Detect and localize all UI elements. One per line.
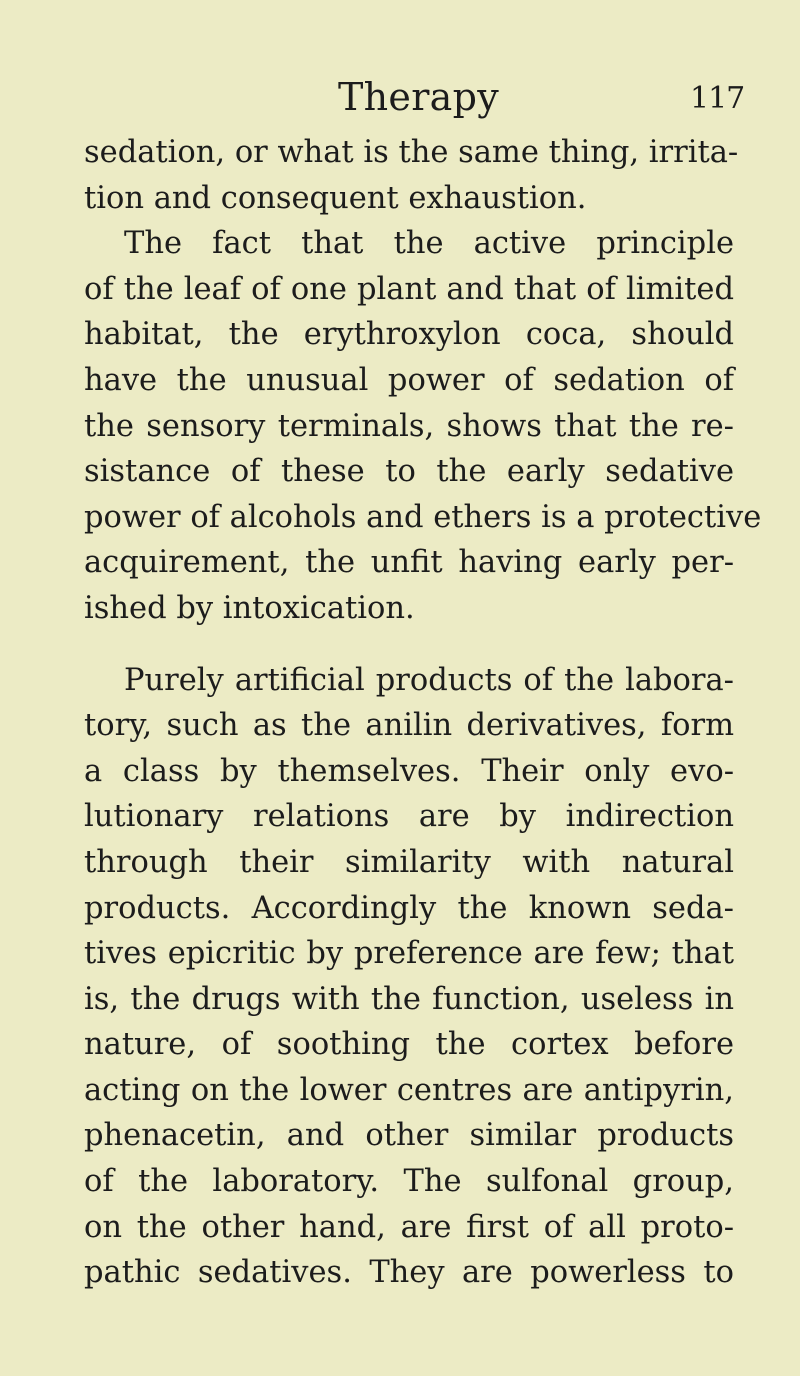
text-line: a class by themselves. Their only evo- — [84, 753, 734, 789]
paragraph — [84, 658, 734, 1296]
text-line: ished by intoxication. — [84, 590, 415, 626]
text-line: tives epicritic by preference are few; that — [84, 936, 734, 972]
text-line: power of alcohols and ethers is a protective — [84, 499, 762, 535]
text-line: through their similarity with natural — [84, 844, 734, 880]
text-line: pathic sedatives. They are powerless to — [84, 1255, 734, 1291]
text-line: on the other hand, are first of all proto- — [84, 1209, 734, 1245]
text-line: acting on the lower centres are antipyrin, — [84, 1072, 734, 1108]
text-line: The fact that the active principle — [124, 226, 734, 262]
running-title: Therapy — [338, 75, 500, 119]
text-line: Purely artificial products of the labora- — [124, 662, 734, 698]
text-line: habitat, the erythroxylon coca, should — [84, 317, 734, 353]
text-line: sedation, or what is the same thing, irrita- — [84, 135, 739, 170]
text-line: of the laboratory. The sulfonal group, — [84, 1164, 734, 1200]
body-text — [84, 130, 762, 1296]
text-line: the sensory terminals, shows that the re- — [84, 408, 734, 444]
text-line: tion and consequent exhaustion. — [84, 180, 587, 216]
text-line: have the unusual power of sedation of — [84, 362, 734, 398]
paragraph-continuation — [84, 130, 739, 221]
paragraph — [84, 221, 762, 631]
text-line: nature, of soothing the cortex before — [84, 1027, 734, 1063]
text-line: phenacetin, and other similar products — [84, 1118, 734, 1154]
text-line: tory, such as the anilin derivatives, form — [84, 708, 734, 744]
text-line: lutionary relations are by indirection — [84, 799, 734, 835]
text-line: is, the drugs with the function, useless in — [84, 981, 734, 1017]
text-line: sistance of these to the early sedative — [84, 454, 734, 490]
text-line: acquirement, the unfit having early per- — [84, 545, 734, 581]
text-line: products. Accordingly the known seda- — [84, 890, 734, 926]
paragraph-gap — [84, 632, 734, 658]
text-line: of the leaf of one plant and that of limited — [84, 271, 734, 307]
running-header — [0, 72, 800, 122]
page-number: 117 — [690, 81, 745, 116]
